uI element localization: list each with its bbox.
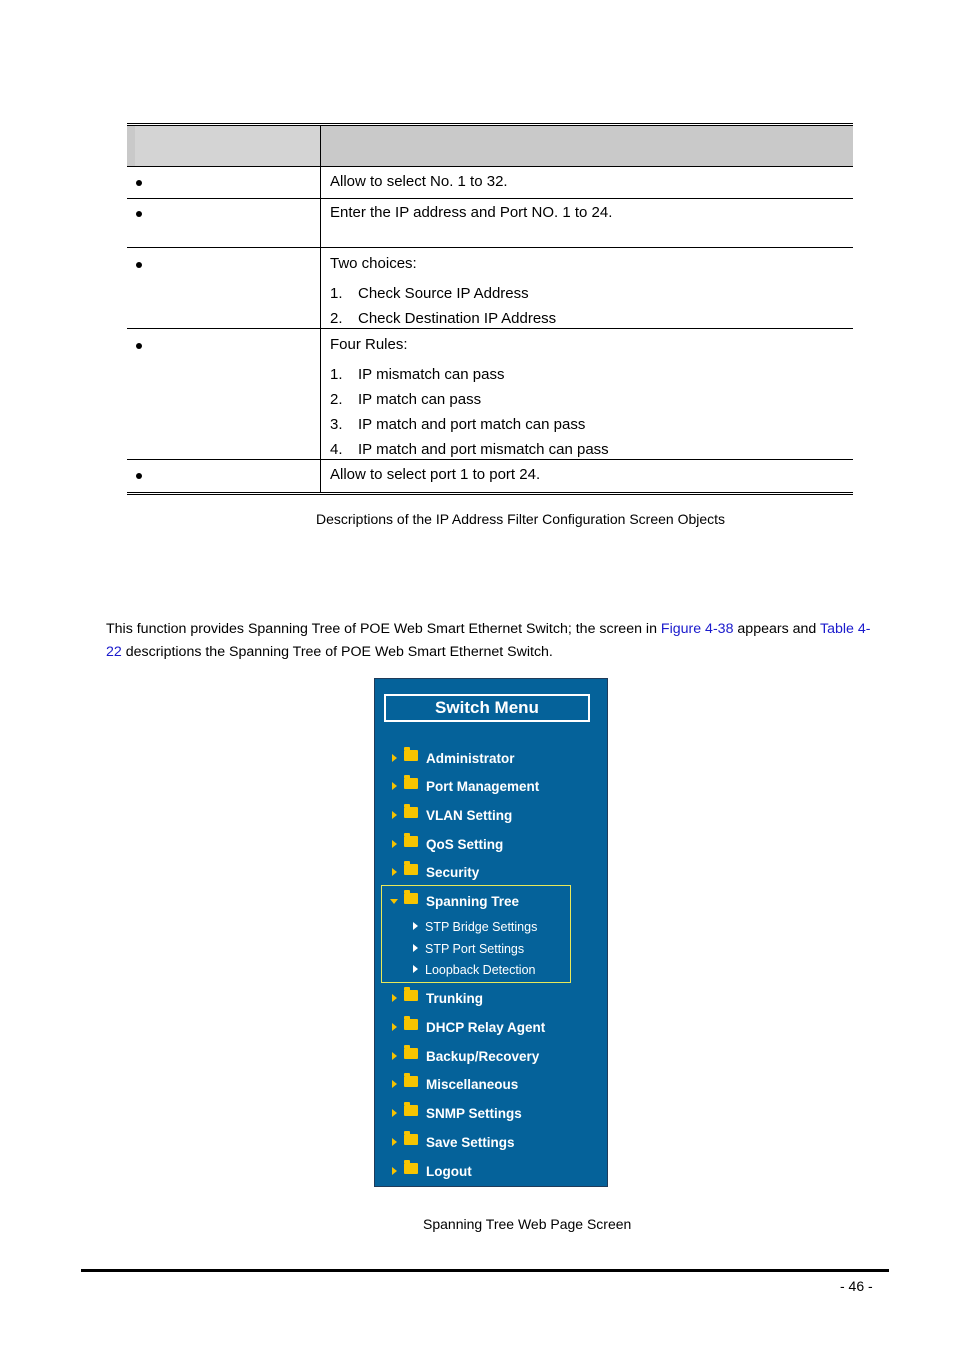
list-number: 2. <box>330 391 343 408</box>
arrow-right-icon <box>413 922 418 930</box>
list-item: Check Destination IP Address <box>358 310 557 327</box>
arrow-right-icon <box>413 965 418 973</box>
list-item: Check Source IP Address <box>358 285 529 302</box>
folder-icon <box>404 1163 418 1174</box>
menu-item-label: SNMP Settings <box>426 1106 522 1121</box>
table-row <box>127 460 853 495</box>
object-cell <box>127 199 321 247</box>
list-item: IP match and port match can pass <box>358 416 586 433</box>
expand-arrow-icon <box>392 840 397 848</box>
intro-paragraph <box>106 618 876 664</box>
object-cell <box>127 460 321 492</box>
header-object-cell <box>127 126 321 166</box>
folder-icon <box>404 1105 418 1116</box>
list-number: 2. <box>330 310 343 327</box>
bullet-icon <box>136 262 142 268</box>
menu-title: Switch Menu <box>384 694 590 722</box>
object-cell <box>127 167 321 198</box>
menu-item-label: Save Settings <box>426 1135 515 1150</box>
folder-icon <box>404 864 418 875</box>
menu-item-label: Backup/Recovery <box>426 1049 540 1064</box>
objects-table <box>127 123 853 495</box>
description-text: Four Rules: <box>330 336 408 353</box>
menu-item-label: Spanning Tree <box>426 894 520 909</box>
table-row <box>127 248 853 329</box>
bullet-icon <box>136 180 142 186</box>
list-item: IP match can pass <box>358 391 482 408</box>
folder-icon <box>404 778 418 789</box>
expand-arrow-icon <box>392 1138 397 1146</box>
list-number: 1. <box>330 366 343 383</box>
menu-item-label: Miscellaneous <box>426 1077 519 1092</box>
folder-icon <box>404 807 418 818</box>
figure-caption: Spanning Tree Web Page Screen <box>423 1216 632 1232</box>
expand-arrow-icon <box>392 1167 397 1175</box>
menu-item-label: DHCP Relay Agent <box>426 1020 546 1035</box>
figure-link[interactable]: Figure 4-38 <box>660 621 734 637</box>
folder-icon <box>404 1048 418 1059</box>
menu-item-label: QoS Setting <box>426 837 504 852</box>
bullet-icon <box>136 211 142 217</box>
menu-item-label: Security <box>426 865 480 880</box>
expand-arrow-icon <box>392 1023 397 1031</box>
description-cell <box>321 460 853 492</box>
expand-arrow-icon <box>392 868 397 876</box>
bullet-icon <box>136 473 142 479</box>
header-description-cell <box>321 126 853 166</box>
description-text: Enter the IP address and Port NO. 1 to 24. <box>330 204 613 221</box>
menu-item-label: Port Management <box>426 779 540 794</box>
expand-arrow-icon <box>392 1080 397 1088</box>
list-item: IP match and port mismatch can pass <box>358 441 609 458</box>
switch-menu-panel <box>374 678 608 1187</box>
table-caption: Descriptions of the IP Address Filter Configuration Screen Objects <box>316 511 726 527</box>
folder-icon <box>404 750 418 761</box>
folder-icon <box>404 1076 418 1087</box>
description-text: Two choices: <box>330 255 417 272</box>
bullet-icon <box>136 343 142 349</box>
paragraph-text: appears and <box>733 621 820 637</box>
footer-rule <box>81 1269 889 1272</box>
menu-item-label: VLAN Setting <box>426 808 513 823</box>
expand-arrow-icon <box>392 1052 397 1060</box>
expand-arrow-icon <box>392 994 397 1002</box>
folder-icon <box>404 1019 418 1030</box>
submenu-label: Loopback Detection <box>425 963 536 977</box>
page-number: - 46 - <box>840 1278 873 1294</box>
object-cell <box>127 329 321 459</box>
table-header <box>127 126 853 167</box>
description-cell <box>321 167 853 198</box>
folder-icon <box>404 990 418 1001</box>
folder-open-icon <box>404 893 418 904</box>
paragraph-text: This function provides Spanning Tree of POE Web Smart Ethernet Switch; the screen in <box>106 621 661 637</box>
folder-icon <box>404 1134 418 1145</box>
submenu-label: STP Bridge Settings <box>425 920 538 934</box>
expand-arrow-icon <box>392 782 397 790</box>
object-cell <box>127 248 321 328</box>
list-number: 1. <box>330 285 343 302</box>
submenu-label: STP Port Settings <box>425 942 525 956</box>
description-cell <box>321 248 853 328</box>
arrow-right-icon <box>413 944 418 952</box>
table-row <box>127 167 853 199</box>
description-text: Allow to select port 1 to port 24. <box>330 466 541 483</box>
description-cell <box>321 199 853 247</box>
paragraph-text: descriptions the Spanning Tree of POE Web Smart Ethernet Switch. <box>121 644 553 660</box>
list-number: 4. <box>330 441 343 458</box>
collapse-arrow-icon <box>390 899 398 904</box>
list-number: 3. <box>330 416 343 433</box>
folder-icon <box>404 836 418 847</box>
list-item: IP mismatch can pass <box>358 366 505 383</box>
menu-item-label: Administrator <box>426 751 515 766</box>
expand-arrow-icon <box>392 811 397 819</box>
table-link[interactable]: Table 4-22 <box>106 621 871 660</box>
description-text: Allow to select No. 1 to 32. <box>330 173 508 190</box>
expand-arrow-icon <box>392 1109 397 1117</box>
description-cell <box>321 329 853 459</box>
table-row <box>127 199 853 248</box>
menu-item-label: Logout <box>426 1164 472 1179</box>
expand-arrow-icon <box>392 754 397 762</box>
menu-item-label: Trunking <box>426 991 483 1006</box>
table-row <box>127 329 853 460</box>
